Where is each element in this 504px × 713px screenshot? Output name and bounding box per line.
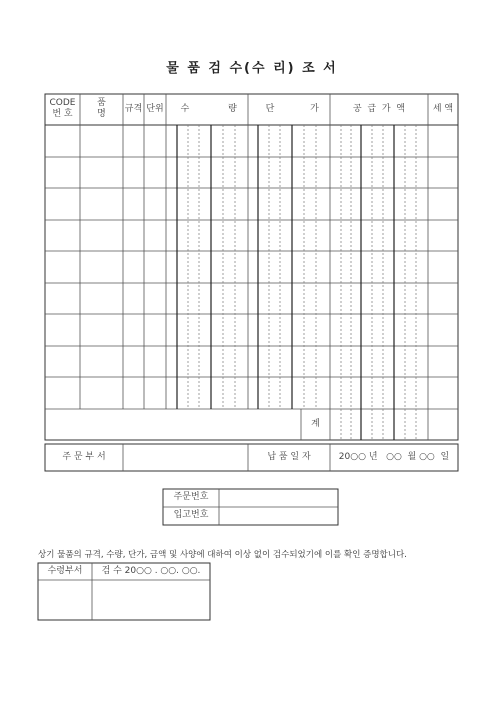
- item-header-line1: 품: [97, 98, 106, 108]
- unit-header: 단위: [146, 104, 164, 114]
- delivery-date-value: 20○○ 년 ○○ 월 ○○ 일: [338, 452, 450, 462]
- confirmation-text: 상기 물품의 규격, 수량, 단가, 금액 및 사양에 대하여 이상 없이 검수되었기에 이를 확인 증명합니다.: [38, 550, 407, 560]
- price-header-a: 단: [265, 104, 275, 114]
- receiving-dept-label: 수령부서: [47, 566, 83, 576]
- price-header-b: 가: [310, 104, 319, 114]
- order-number-label: 주문번호: [173, 492, 209, 502]
- document-title: 물 품 검 수(수 리) 조 서: [166, 61, 338, 76]
- code-header-line2: 번 호: [52, 109, 73, 119]
- tax-header: 세 액: [432, 104, 454, 114]
- code-header: [45, 98, 80, 120]
- qty-header-a: 수: [180, 104, 190, 114]
- receipt-number-label: 입고번호: [173, 510, 209, 520]
- code-header-line1: CODE: [49, 98, 76, 108]
- delivery-date-label: 납 품 일 자: [267, 452, 311, 462]
- spec-header: 규격: [124, 104, 143, 114]
- item-header-line2: 명: [97, 109, 106, 119]
- supply-header: 공 급 가 액: [353, 104, 405, 114]
- order-dept-label: 주 문 부 서: [62, 452, 106, 462]
- item-header: [80, 98, 123, 120]
- inspection-date-label: 검 수 20○○ . ○○. ○○.: [101, 566, 201, 576]
- qty-header-b: 량: [228, 104, 237, 114]
- total-label: 계: [311, 419, 320, 429]
